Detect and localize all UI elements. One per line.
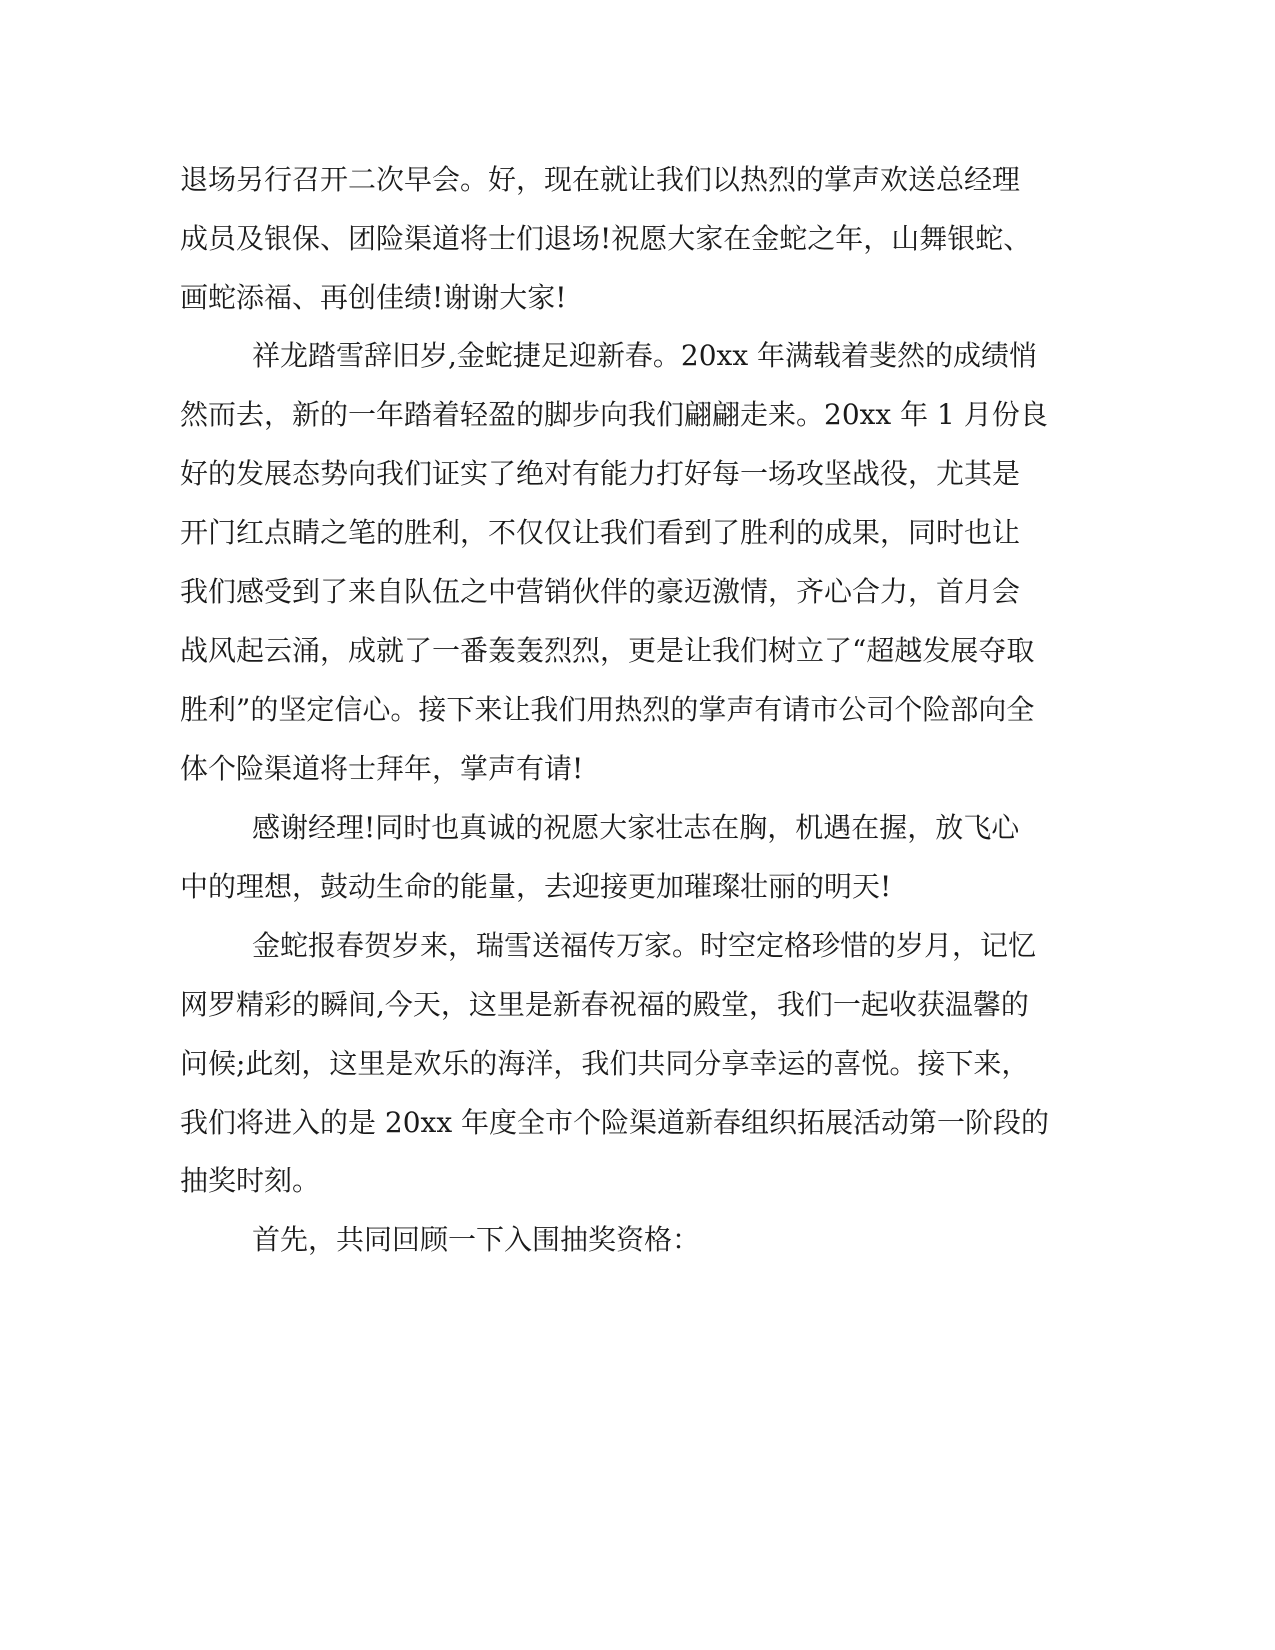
text-line: 感谢经理!同时也真诚的祝愿大家壮志在胸，机遇在握，放飞心 [252, 811, 1020, 844]
text-line: 战风起云涌，成就了一番轰轰烈烈，更是让我们树立了“超越发展夺取 [180, 634, 1035, 667]
text-line: 我们将进入的是 20xx 年度全市个险渠道新春组织拓展活动第一阶段的 [180, 1106, 1050, 1139]
text-line: 我们感受到了来自队伍之中营销伙伴的豪迈激情，齐心合力，首月会 [180, 575, 1021, 608]
text-line: 画蛇添福、再创佳绩!谢谢大家! [180, 281, 567, 314]
text-line: 中的理想，鼓动生命的能量，去迎接更加璀璨壮丽的明天! [180, 870, 892, 903]
text-line: 开门红点睛之笔的胜利，不仅仅让我们看到了胜利的成果，同时也让 [180, 516, 1021, 549]
text-line: 祥龙踏雪辞旧岁,金蛇捷足迎新春。20xx 年满载着斐然的成绩悄 [252, 339, 1038, 372]
text-line: 问候;此刻，这里是欢乐的海洋，我们共同分享幸运的喜悦。接下来， [180, 1047, 1030, 1080]
text-line: 好的发展态势向我们证实了绝对有能力打好每一场攻坚战役，尤其是 [180, 457, 1021, 490]
text-line: 金蛇报春贺岁来，瑞雪送福传万家。时空定格珍惜的岁月，记忆 [252, 929, 1037, 962]
text-line: 然而去，新的一年踏着轻盈的脚步向我们翩翩走来。20xx 年 1 月份良 [180, 398, 1048, 431]
text-line: 抽奖时刻。 [180, 1164, 321, 1197]
text-line: 体个险渠道将士拜年，掌声有请! [180, 752, 584, 785]
text-line: 成员及银保、团险渠道将士们退场!祝愿大家在金蛇之年，山舞银蛇、 [180, 222, 1032, 255]
text-line: 首先，共同回顾一下入围抽奖资格： [252, 1223, 701, 1256]
text-line: 网罗精彩的瞬间,今天，这里是新春祝福的殿堂，我们一起收获温馨的 [180, 988, 1029, 1021]
text-line: 退场另行召开二次早会。好，现在就让我们以热烈的掌声欢送总经理 [180, 163, 1021, 196]
text-line: 胜利”的坚定信心。接下来让我们用热烈的掌声有请市公司个险部向全 [180, 693, 1035, 726]
